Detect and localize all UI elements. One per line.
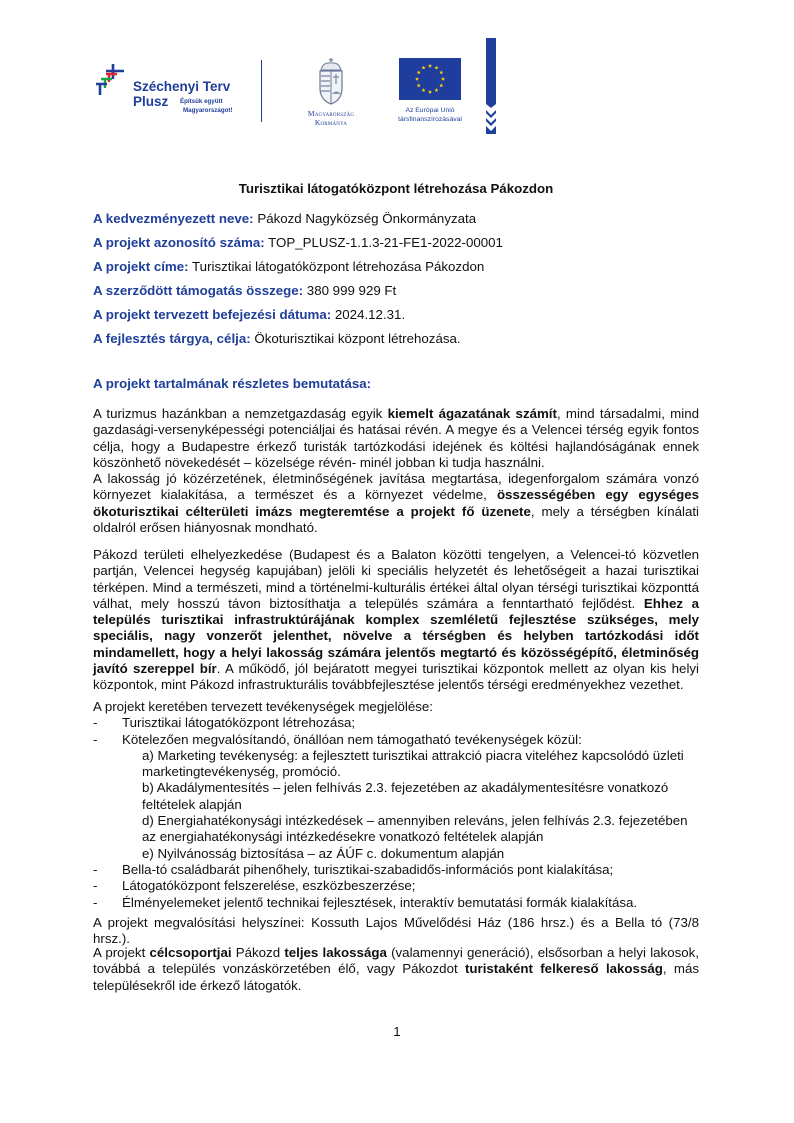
blue-ribbon-chevrons-icon — [486, 38, 496, 134]
list-item-text: Látogatóközpont felszerelése, eszközbeszerzése; — [122, 878, 416, 894]
bold-text: célcsoportjai — [149, 945, 232, 960]
meta-label: A fejlesztés tárgya, célja: — [93, 331, 251, 346]
list-item — [93, 878, 699, 894]
meta-grant-amount — [93, 282, 699, 306]
eu-star-icon — [439, 70, 443, 74]
meta-completion-date — [93, 306, 699, 330]
logo-divider — [261, 60, 262, 122]
szechenyi-title: Széchenyi Terv — [133, 79, 231, 94]
activities-list — [93, 699, 699, 911]
sub-item-e — [93, 846, 699, 862]
sub-item-line: az energiahatékonysági intézkedésekre vonatkozó feltételek alapján — [142, 829, 544, 845]
sub-item-d — [93, 813, 699, 846]
meta-project-id — [93, 234, 699, 258]
list-item — [93, 715, 699, 731]
meta-value: TOP_PLUSZ-1.1.3-21-FE1-2022-00001 — [268, 235, 503, 250]
bold-text: összességében egy egységes ökoturisztikai célterületi imázs megteremtése a projekt fő üzenete — [93, 487, 700, 519]
dash-bullet: - — [93, 715, 98, 731]
meta-development-goal — [93, 330, 699, 354]
text: A turizmus hazánkban a nemzetgazdaság egyik — [93, 406, 388, 421]
dash-bullet: - — [93, 878, 98, 894]
eu-star-icon — [421, 88, 425, 92]
szechenyi-cross-icon — [95, 62, 129, 96]
meta-label: A szerződött támogatás összege: — [93, 283, 304, 298]
sub-item-line: marketingtevékenység, promóció. — [142, 764, 341, 780]
list-item — [93, 732, 699, 748]
hungarian-government-logo — [290, 56, 372, 131]
bold-text: kiemelt ágazatának számít — [387, 406, 557, 421]
text: Pákozd — [231, 945, 285, 960]
sub-item-line: feltételek alapján — [142, 796, 242, 812]
text: Pákozd területi elhelyezkedése (Budapest és a Balaton közötti tengelyen, a Velencei-tó közvetlen partján, Velencei hegység kapujában) jelöli ki speciális helyzetét és lehetőségeit a hazai turisztikai térképen. Mind a természeti, mind a történelmi-kulturális értékei által olyan térségi turisztikai központtá válhat, mely hosszú távon biztosíthatja a település számára a fenntartható fejlődést. — [93, 547, 699, 611]
text: . A működő, jól bejáratott megyei turisztikai központok mellett az olyan kis helyi központok, mint Pákozd infrastrukturális továbbfejlesztése jelentős térségi eredményekhez vezethet. — [93, 661, 699, 693]
eu-star-icon — [439, 83, 443, 87]
eu-star-icon — [417, 70, 421, 74]
meta-label: A projekt azonosító száma: — [93, 235, 265, 250]
header-logo-band — [0, 0, 794, 140]
eu-cofinancing-logo — [387, 58, 473, 130]
list-item-text: Élményelemeket jelentő technikai fejlesztések, interaktív bemutatási formák kialakítása. — [122, 894, 638, 910]
meta-value: 2024.12.31. — [334, 307, 406, 322]
szechenyi-terv-plusz-logo — [95, 62, 265, 124]
sub-item-line: d) Energiahatékonysági intézkedések – amennyiben releváns, jelen felhívás 2.3. fejezetében — [142, 813, 688, 829]
eu-star-icon — [434, 66, 438, 70]
eu-line-1: Az Európai Unió — [405, 107, 455, 114]
text: A projekt — [93, 945, 150, 960]
government-line-2: Kormánya — [314, 118, 348, 127]
meta-label: A projekt tervezett befejezési dátuma: — [93, 307, 332, 322]
meta-project-title — [93, 258, 699, 282]
page-number: 1 — [393, 1024, 401, 1039]
list-item-text: Turisztikai látogatóközpont létrehozása; — [122, 715, 356, 731]
eu-flag-icon — [399, 58, 461, 100]
project-meta — [93, 210, 699, 354]
list-item-text: Kötelezően megvalósítandó, önállóan nem támogatható tevékenységek közül: — [122, 731, 582, 747]
dash-bullet: - — [93, 861, 98, 877]
eu-stars — [399, 58, 461, 100]
text: A lakosság jó közérzetének, életminőségének javítása megtartása, idegenforgalom számára vonzó környezet kialakítása, a természet és a környezet védelme, — [93, 471, 699, 503]
meta-label: A kedvezményezett neve: — [93, 211, 254, 226]
meta-value: Turisztikai látogatóközpont létrehozása Pákozdon — [192, 259, 485, 274]
meta-label: A projekt címe: — [93, 259, 189, 274]
eu-star-icon — [434, 88, 438, 92]
slogan-line-1: Építsük együtt — [180, 98, 223, 105]
paragraph-target-groups — [93, 945, 699, 994]
paragraph-tourism-sector — [93, 406, 699, 536]
coat-of-arms-icon — [315, 56, 347, 106]
text: , más településekről ide érkező látogatók. — [93, 961, 699, 993]
government-line-1: Magyarország — [307, 109, 355, 118]
section-heading: A projekt tartalmának részletes bemutatása: — [93, 376, 372, 391]
szechenyi-plusz: Plusz — [133, 94, 169, 109]
text: , mely a térségben kínálati oldalról erősen hiányosnak mondható. — [93, 503, 699, 536]
text: , mind társadalmi, mind gazdasági-versenyképességi potenciáljai és hatásai révén. A megye és a Velencei térség egyik fontos célja, hogy a Budapestre érkező turisták tartózkodási idejének és költési hajlandóságának ennek köszönhető növekedését – közelsége révén- minél jobban ki tudja használni. — [93, 406, 700, 470]
bold-text: Ehhez a település turisztikai infrastruktúrájának komplex szemléletű fejlesztése szükséges, mely speciális, nagy vonzerőt jelenthet, növelve a térségben és helyben tartózkodási időt mindamellett, hogy a helyi lakosság számára jelentős megtartó és közösségépítő, életminőség javító szereppel bír — [93, 595, 699, 677]
sub-item-a — [93, 748, 699, 781]
paragraph-location — [93, 547, 699, 694]
eu-star-icon — [417, 83, 421, 87]
list-item — [93, 895, 699, 911]
document-title: Turisztikai látogatóközpont létrehozása Pákozdon — [238, 181, 554, 196]
list-item-text: Bella-tó családbarát pihenőhely, turisztikai-szabadidős-információs pont kialakítása; — [122, 861, 614, 877]
eu-star-icon — [441, 77, 445, 81]
szechenyi-slogan — [180, 97, 233, 115]
meta-beneficiary — [93, 210, 699, 234]
bold-text: teljes lakossága — [284, 945, 387, 960]
bold-text: turistaként felkereső lakosság — [464, 961, 663, 977]
eu-star-icon — [428, 64, 432, 68]
dash-bullet: - — [93, 894, 98, 910]
eu-star-icon — [428, 90, 432, 94]
meta-value: Ökoturisztikai központ létrehozása. — [254, 331, 461, 346]
dash-bullet: - — [93, 731, 98, 747]
eu-line-2: társfinanszírozásával — [398, 116, 462, 123]
sub-item-line: b) Akadálymentesítés – jelen felhívás 2.3. fejezetében az akadálymentesítésre vonatkozó — [142, 780, 669, 796]
meta-value: 380 999 929 Ft — [306, 283, 397, 298]
meta-value: Pákozd Nagyközség Önkormányzata — [257, 211, 477, 226]
eu-star-icon — [415, 77, 419, 81]
eu-star-icon — [421, 66, 425, 70]
list-item — [93, 862, 699, 878]
sub-item-line: a) Marketing tevékenység: a fejlesztett turisztikai attrakció piacra viteléhez kapcsolódó üzleti — [142, 747, 684, 763]
text: (valamennyi generáció), elsősorban a helyi lakosok, továbbá a település vonzáskörzetében élő, vagy Pákozdot — [93, 945, 699, 977]
slogan-line-2: Magyarországot! — [183, 107, 233, 114]
activities-intro: A projekt keretében tervezett tevékenységek megjelölése: — [93, 699, 434, 714]
sub-item-b — [93, 780, 699, 813]
paragraph-locations: A projekt megvalósítási helyszínei: Kossuth Lajos Művelődési Ház (186 hrsz.) és a Bella tó (73/8 hrsz.). — [93, 915, 699, 947]
sub-item-line: e) Nyilvánosság biztosítása – az ÁÚF c. dokumentum alapján — [142, 845, 505, 861]
